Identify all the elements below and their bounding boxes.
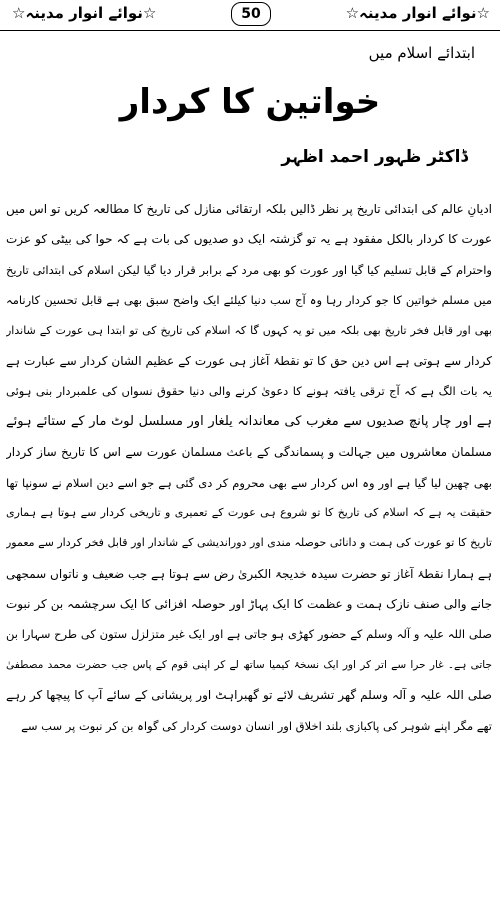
body-line: مسلمان معاشروں میں جہالت و پسماندگی کے باعث مسلمان عورت سے اس کا تاریخ ساز کردار [6, 445, 492, 460]
body-line: عورت کا کردار بالکل مفقود ہے یہ تو گزشتہ ایک دو صدیوں کی بات ہے کہ حوا کی بیٹی کو عزت [6, 232, 492, 247]
body-line: بھی چھین لیا گیا ہے اور وہ اس کردار سے بھی محروم کر دی گئی ہے جو اسے دین اسلام نے سونپا تھا [6, 475, 492, 490]
article-kicker: ابتدائے اسلام میں [368, 44, 475, 62]
body-line: صلی اللہ علیہ و آلہ وسلم گھر تشریف لائے تو گھبراہٹ اور پریشانی کے سائے آپ کا پیچھا کر رہے [6, 688, 492, 703]
body-line: ہے ہمارا نقطۂ آغاز تو حضرت سیدہ خدیجۃ الکبریٰ رض سے ہوتا ہے جب ضعیف و ناتواں سمجھی [6, 566, 492, 581]
page-number: 50 [231, 2, 271, 26]
body-line: ادیانِ عالم کی ابتدائی تاریخ پر نظر ڈالیں بلکہ ارتقائی منازل کی تاریخ کا مطالعہ کریں تو اس میں [6, 202, 492, 216]
article-title: خواتین کا کردار [119, 82, 381, 122]
header-title-right: ☆نوائے انوار مدینہ☆ [345, 4, 490, 22]
page-header [0, 0, 500, 31]
article-author: ڈاکٹر ظہور احمد اظہر [281, 147, 468, 167]
body-line: کردار سے ہوتی ہے اس دین حق کا تو نقطۂ آغاز ہی عورت کے عظیم الشان کردار سے عبارت ہے [6, 353, 492, 368]
body-line: صلی اللہ علیہ و آلہ وسلم کے حضور کھڑی ہو جاتی ہے اور ایک غیر متزلزل ستون کی طرح سہارا بن [6, 627, 492, 642]
body-line: جاتی ہے۔ غار حرا سے اتر کر اور ایک نسخۂ کیمیا ساتھ لے کر اپنی قوم کے پاس جب حضرت محمد مصطفیٰ [6, 658, 492, 671]
body-line: حقیقت یہ ہے کہ اسلام کی تاریخ کا تو شروع ہی عورت کے تعمیری و تاریخی کردار سے ہوتا ہے ہماری [6, 505, 492, 519]
body-line: تھے مگر اپنے شوہر کی پاکبازی بلند اخلاق اور انسان دوست کردار کی گواہ بن کر نبوت پر سب سے [21, 718, 492, 733]
body-line: میں مسلم خواتین کا جو کردار رہا وہ آج سب دنیا کیلئے ایک واضح سبق بھی ہے قابل تحسین کارنامہ [6, 293, 492, 308]
body-line: ہے اور چار پانچ صدیوں سے مغرب کی معاندانہ یلغار اور مسلسل لوٹ مار کے ستائے ہوئے [6, 413, 492, 429]
article-body [6, 194, 492, 741]
body-line: تاریخ کا تو عورت کی ہمت و دانائی حوصلہ مندی اور دوراندیشی کے شاندار اور قابل فخر کردار سے معمور [6, 536, 492, 550]
body-line: جانے والی صنف نازک ہمت و عظمت کا ایک پہاڑ اور حوصلہ افزائی کا ایک سرچشمہ بن کر نبوت [6, 597, 492, 612]
header-title-left: ☆نوائے انوار مدینہ☆ [12, 4, 157, 22]
body-line: واحترام کے قابل تسلیم کیا گیا اور عورت کو بھی مرد کے برابر قرار دیا گیا لیکن اسلام کی ابتدائی تاریخ [6, 262, 492, 277]
body-line: بھی اور قابل فخر تاریخ بھی بلکہ میں تو یہ کہوں گا کہ اسلام کی تاریخ کی تو ابتدا ہی عورت کے شاندار [6, 323, 492, 337]
body-line: یہ بات الگ ہے کہ آج ترقی یافتہ ہونے کا دعویٰ کرنے والی دنیا حقوق نسواں کی علمبردار بنی ہوئی [6, 384, 492, 399]
